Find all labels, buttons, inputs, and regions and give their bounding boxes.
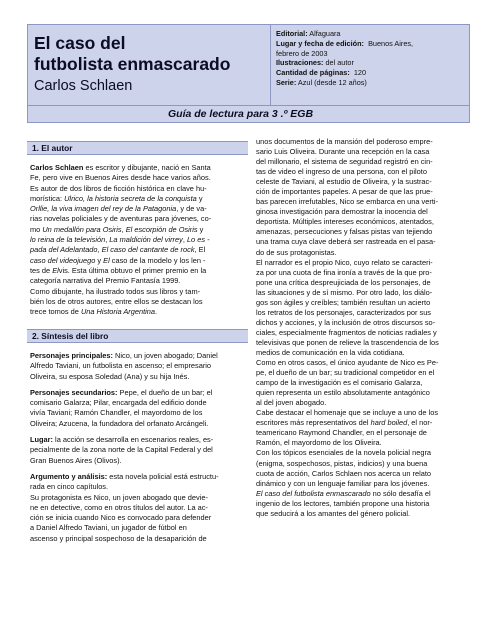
ilustraciones-label: Ilustraciones: [276, 58, 324, 68]
title-line-2: futbolista enmascarado [34, 54, 231, 74]
section-body-sintesis [30, 351, 248, 550]
serie-label: Serie: [276, 77, 297, 87]
text-line: rada en cinco capítulos. [30, 482, 109, 492]
text-line: Como en otros casos, el único ayudante de Nico es Pe- [256, 358, 439, 368]
fecha-value: febrero de 2003 [276, 48, 328, 58]
right-column-paragraphs [256, 137, 471, 519]
book-metadata [276, 29, 468, 88]
text-line: pone una crítica despreujiciada de los personajes, de [256, 277, 431, 287]
text-line: caso del videojuego y El caso de la modelo y los len - [30, 255, 206, 265]
text-line: bién los de otros autores, entre ellos se destacan los [30, 296, 203, 306]
lugar-value: Buenos Aires, [368, 38, 414, 48]
editorial-value: Alfaguara [309, 29, 341, 38]
text-line: vivía Taviani; Ramón Chandler, el mayordomo de los [30, 408, 203, 418]
right-column-text [256, 137, 471, 519]
text-line: televisivas que ponen de relieve la trascendencia de los [256, 337, 439, 347]
text-line: rias novelas policiales y de aventuras para jóvenes, co- [30, 214, 212, 224]
paginas-value: 120 [353, 68, 367, 78]
text-line: dinámico y con un lenguaje familiar para los jóvenes. [256, 478, 430, 488]
text-line: Su protagonista es Nico, un joven abogado que devie- [30, 492, 208, 502]
text-line: El caso del futbolista enmascarado no sólo desafía el [256, 488, 431, 498]
text-line: sario Luis Oliveira. Durante una recepción en la casa [256, 147, 430, 157]
text-line: trece tomos de Una Historia Argentina. [30, 307, 158, 317]
text-line: Como dibujante, ha ilustrado todos sus libros y tam- [30, 286, 201, 296]
text-line: comisario Galarza; Pilar, encargada del edificio donde [30, 398, 207, 408]
text-line: ingenio de los lectores, también propone una historia [256, 498, 430, 508]
text-line: Lugar: la acción se desarrolla en escenarios reales, es- [30, 435, 214, 445]
text-line: Alfredo Taviani, un futbolista en ascenso; el empresario [30, 361, 212, 371]
text-line: al del joven abogado. [256, 398, 327, 408]
text-line: las situaciones y de sí mismo. Por otro lado, los diálo- [256, 287, 433, 297]
text-line: Ramón, el mayordomo de los Oliveira. [256, 438, 382, 448]
text-line: ción de importantes papeles. A pesar de que las prue- [256, 187, 433, 197]
text-line: Personajes secundarios: Pepe, el dueño de un bar; el [30, 387, 213, 397]
text-line: Gran Buenos Aires (Olivos). [30, 455, 122, 465]
text-line: campo de la investigación es el comisario Galarza, [256, 378, 423, 388]
text-line: El narrador es el propio Nico, cuyo relato se caracteri- [256, 257, 433, 267]
text-line: morística: Ulrico, la historia secreta de la conquista y [30, 193, 203, 203]
text-line: quien representa un estilo absolutamente antagónico [256, 388, 430, 398]
autor-paragraph [30, 163, 248, 317]
section-heading-autor: 1. El autor [27, 141, 248, 155]
text-line: ginosa investigación para demostrar la inocencia del [256, 207, 428, 217]
book-title [34, 33, 230, 75]
section-heading-sintesis: 2. Síntesis del libro [27, 329, 248, 343]
text-line: pe, el dueño de un bar; su tradicional competidor en el [256, 368, 435, 378]
lugar-label: Lugar y fecha de edición: [276, 38, 364, 48]
text-line: ne en detective, como en otros títulos del autor. La ac- [30, 502, 208, 512]
text-line: amenazas, persecuciones y falsas pistas van tejiendo [256, 227, 433, 237]
text-line: tas de video el ingreso de una persona, con el piloto [256, 167, 427, 177]
text-line: Fe, pero vive en Buenos Aires desde hace varios años. [30, 173, 211, 183]
text-line: a Daniel Alfredo Taviani, un jugador de fútbol en [30, 523, 187, 533]
text-line: bas parecen irrefutables, Nico se embarca en una verti- [256, 197, 438, 207]
ilustraciones-value: del autor [325, 58, 354, 68]
lugar-paragraph [30, 435, 248, 466]
text-line: Oliveira, su esposa Soledad (Ana) y su hija Inés. [30, 371, 190, 381]
text-line: del millonario, el sistema de seguridad registró en cin- [256, 157, 433, 167]
text-line: do de sus protagonistas. [256, 247, 337, 257]
section-body-autor [30, 163, 248, 317]
text-line: Oliveira; Azucena, la fundadora del orfanato Arcángeli. [30, 418, 209, 428]
text-line: Es autor de dos libros de ficción histórica en clave hu- [30, 183, 207, 193]
text-line: Carlos Schlaen es escritor y dibujante, nació en Santa [30, 163, 211, 172]
paginas-label: Cantidad de páginas: [276, 68, 350, 78]
argumento-paragraph [30, 472, 248, 544]
text-line: una trama cuya clave deberá ser rastreada en el pasa- [256, 237, 436, 247]
text-line: cuota de acción, Carlos Schlaen nos acerca un relato [256, 468, 432, 478]
personajes-principales [30, 351, 248, 382]
text-line: lo reina de la televisión, La maldición del virrey, Lo es - [30, 235, 210, 245]
guide-title: Guía de lectura para 3 .º EGB [168, 108, 314, 120]
text-line: pecialmente de la zona norte de la Capital Federal y del [30, 445, 213, 455]
text-line: Con los tópicos esenciales de la novela policial negra [256, 448, 432, 458]
text-line: tes de Elvis. Esta última obtuvo el primer premio en la [30, 265, 207, 275]
text-line: (enigma, sospechosos, pistas, indicios) y una buena [256, 458, 428, 468]
text-line: Orllie, la viva imagen del rey de la Patagonia, y de va- [30, 204, 207, 214]
title-line-1: El caso del [34, 33, 126, 53]
text-line: que seducirá a los amantes del género policial. [256, 508, 411, 518]
text-line: za por una cuota de fina ironía a través de la que pro- [256, 267, 432, 277]
text-line: Cabe destacar el homenaje que se incluye a uno de los [256, 408, 439, 418]
text-line: escritores más representativos del hard boiled, el nor- [256, 418, 433, 428]
text-line: teamericano Raymond Chandler, en el personaje de [256, 428, 427, 438]
text-line: los retratos de los personajes, caracterizados por sus [256, 307, 431, 317]
text-line: celeste de Taviani, al estudio de Oliveira, y la sustrac- [256, 177, 432, 187]
header-divider [270, 24, 271, 106]
text-line: ción se inicia cuando Nico es convocado para defender [30, 513, 212, 523]
book-author: Carlos Schlaen [34, 78, 133, 94]
text-line: unos documentos de la mansión del poderoso empre- [256, 137, 433, 146]
text-line: Argumento y análisis: esta novela policial está estructu- [30, 471, 219, 481]
text-line: medios de comunicación en la vida cotidiana. [256, 347, 405, 357]
text-line: ciales, especialmente fragmentos de noticias radiales y [256, 327, 437, 337]
serie-value: Azul (desde 12 años) [297, 77, 367, 87]
text-line: ascenso y principal sospechoso de la desaparición de [30, 533, 207, 543]
text-line: dichos y acciones, y la inclusión de otros discursos so- [256, 317, 436, 327]
text-line: Personajes principales: Nico, un joven abogado; Daniel [30, 351, 218, 360]
text-line: deportista. Múltiples intereses económicos, atentados, [256, 217, 434, 227]
text-line: gos son ágiles y creíbles; también resultan un acierto [256, 297, 431, 307]
text-line: categoría narrativa del Premio Fantasía 1999. [30, 276, 181, 286]
text-line: pada del Adelantado, El caso del cantante de rock, El [30, 245, 206, 255]
personajes-secundarios [30, 388, 248, 429]
editorial-label: Editorial: [276, 29, 308, 38]
text-line: mo Un medallón para Osiris, El escorpión de Osiris y [30, 224, 204, 234]
